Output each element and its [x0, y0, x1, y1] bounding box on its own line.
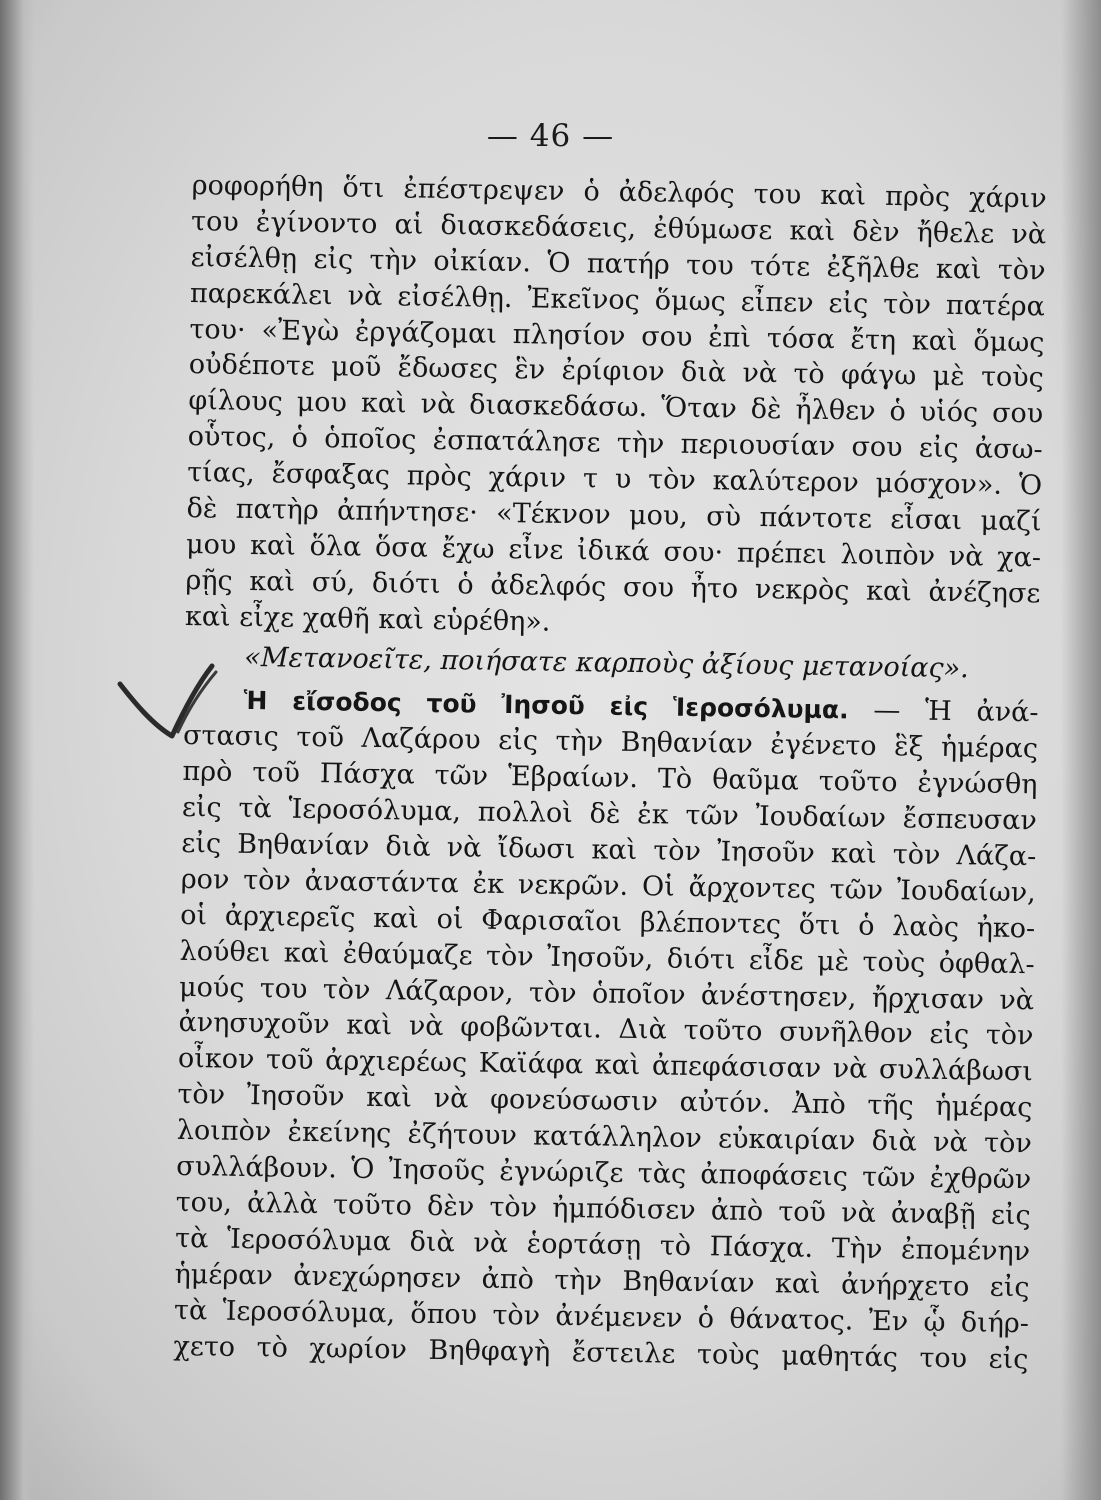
text-line: οἱ ἀρχιερεῖς καὶ οἱ Φαρισαῖοι βλέποντες ὅτι ὁ λαὸς ἠκο-	[180, 899, 1036, 945]
text-line: ἀνησυχοῦν καὶ νὰ φοβῶνται. Διὰ τοῦτο συνῆλθον εἰς τὸν	[178, 1007, 1034, 1052]
text-line: στασις τοῦ Λαζάρου εἰς τὴν Βηθανίαν ἐγένετο ἓξ ἡμέρας	[182, 720, 1039, 765]
text-line: φίλους μου καὶ νὰ διασκεδάσω. Ὅταν δὲ ἦλθεν ὁ υἱός σου	[188, 385, 1044, 430]
text-line: του· «Ἐγὼ ἐργάζομαι πλησίον σου ἐπὶ τόσα ἔτη καὶ ὅμως	[189, 313, 1045, 358]
text-line: οἶκον τοῦ ἀρχιερέως Καϊάφα καὶ ἀπεφάσισαν νὰ συλλάβωσι	[177, 1043, 1034, 1088]
text-line: πρὸ τοῦ Πάσχα τῶν Ἑβραίων. Τὸ θαῦμα τοῦτο ἐγνώσθη	[182, 756, 1038, 801]
text-line: ρον τὸν ἀναστάντα ἐκ νεκρῶν. Οἱ ἄρχοντες τῶν Ἰουδαίων,	[180, 863, 1036, 909]
text-line: ἡμέραν ἀνεχώρησεν ἀπὸ τὴν Βηθανίαν καὶ ἀνήρχετο εἰς	[174, 1258, 1030, 1304]
text-line: χετο τὸ χωρίον Βηθφαγὴ ἔστειλε τοὺς μαθητάς του εἰς	[173, 1330, 1029, 1375]
text-line: ροφορήθη ὅτι ἐπέστρεψεν ὁ ἀδελφός του καὶ πρὸς χάριν	[191, 169, 1047, 215]
text-line: ρῇς καὶ σύ, διότι ὁ ἀδελφός σου ἦτο νεκρὸς καὶ ἀνέζησε	[185, 564, 1041, 610]
heading-tail-text: — Ἡ ἀνά-	[848, 694, 1039, 729]
text-line: τίας, ἔσφαξας πρὸς χάριν τ υ τὸν καλύτερον μόσχον». Ὁ	[186, 457, 1043, 502]
paragraph-1	[185, 168, 1047, 648]
text-line: μου καὶ ὅλα ὅσα ἔχω εἶνε ἰδικά σου· πρέπει λοιπὸν νὰ χα-	[185, 528, 1042, 574]
text-line: τὸν Ἰησοῦν καὶ νὰ φονεύσωσιν αὐτόν. Ἀπὸ τῆς ἡμέρας	[177, 1079, 1033, 1124]
text-line: λούθει καὶ ἐθαύμαζε τὸν Ἰησοῦν, διότι εἶδε μὲ τοὺς ὀφθαλ-	[179, 935, 1035, 981]
text-line: μούς του τὸν Λάζαρον, τὸν ὁποῖον ἀνέστησεν, ἤρχισαν νὰ	[178, 971, 1035, 1016]
text-line: παρεκάλει νὰ εἰσέλθῃ. Ἐκεῖνος ὅμως εἶπεν εἰς τὸν πατέρα	[189, 277, 1046, 323]
text-line: του, ἀλλὰ τοῦτο δὲν τὸν ἠμπόδισεν ἀπὸ τοῦ νὰ ἀναβῇ εἰς	[175, 1186, 1031, 1232]
page-number: — 46 —	[486, 118, 615, 154]
text-line: εἰς τὰ Ἱεροσόλυμα, πολλοὶ δὲ ἐκ τῶν Ἰουδαίων ἔσπευσαν	[181, 792, 1038, 837]
text-line: συλλάβουν. Ὁ Ἰησοῦς ἐγνώριζε τὰς ἀποφάσεις τῶν ἐχθρῶν	[176, 1150, 1032, 1196]
text-line: οὐδέποτε μοῦ ἔδωσες ἓν ἐρίφιον διὰ νὰ τὸ φάγω μὲ τοὺς	[188, 349, 1045, 394]
text-line: δὲ πατὴρ ἀπήντησε· «Τέκνον μου, σὺ πάντοτε εἶσαι μαζί	[186, 492, 1042, 538]
paragraph-2	[173, 682, 1039, 1377]
scripture-quote: «Μετανοεῖτε, ποιήσατε καρποὺς ἀξίους μετανοίας».	[244, 641, 969, 684]
section-heading: Ἡ εἴσοδος τοῦ Ἰησοῦ εἰς Ἱεροσόλυμα.	[243, 686, 849, 725]
text-line: καὶ εἶχε χαθῆ καὶ εὑρέθη».	[184, 600, 551, 638]
text-line: οὗτος, ὁ ὁποῖος ἐσπατάλησε τὴν περιουσίαν σου εἰς ἀσω-	[187, 421, 1043, 466]
text-line: εἰσέλθῃ εἰς τὴν οἰκίαν. Ὁ πατήρ του τότε ἐξῆλθε καὶ τὸν	[190, 241, 1046, 287]
text-block	[173, 168, 1047, 1378]
text-line: εἰς Βηθανίαν διὰ νὰ ἴδωσι καὶ τὸν Ἰησοῦν καὶ τὸν Λάζα-	[181, 827, 1037, 873]
text-line: λοιπὸν ἐκείνης ἐζήτουν κατάλληλον εὐκαιρίαν διὰ νὰ τὸν	[176, 1115, 1033, 1160]
text-line: τὰ Ἱεροσόλυμα, ὅπου τὸν ἀνέμενεν ὁ θάνατος. Ἐν ᾧ διήρ-	[173, 1294, 1030, 1339]
text-line: τὰ Ἱεροσόλυμα διὰ νὰ ἑορτάσῃ τὸ Πάσχα. Τὴν ἐπομένην	[174, 1222, 1031, 1268]
text-line: του ἐγίνοντο αἱ διασκεδάσεις, ἐθύμωσε καὶ δὲν ἤθελε νὰ	[190, 205, 1047, 251]
